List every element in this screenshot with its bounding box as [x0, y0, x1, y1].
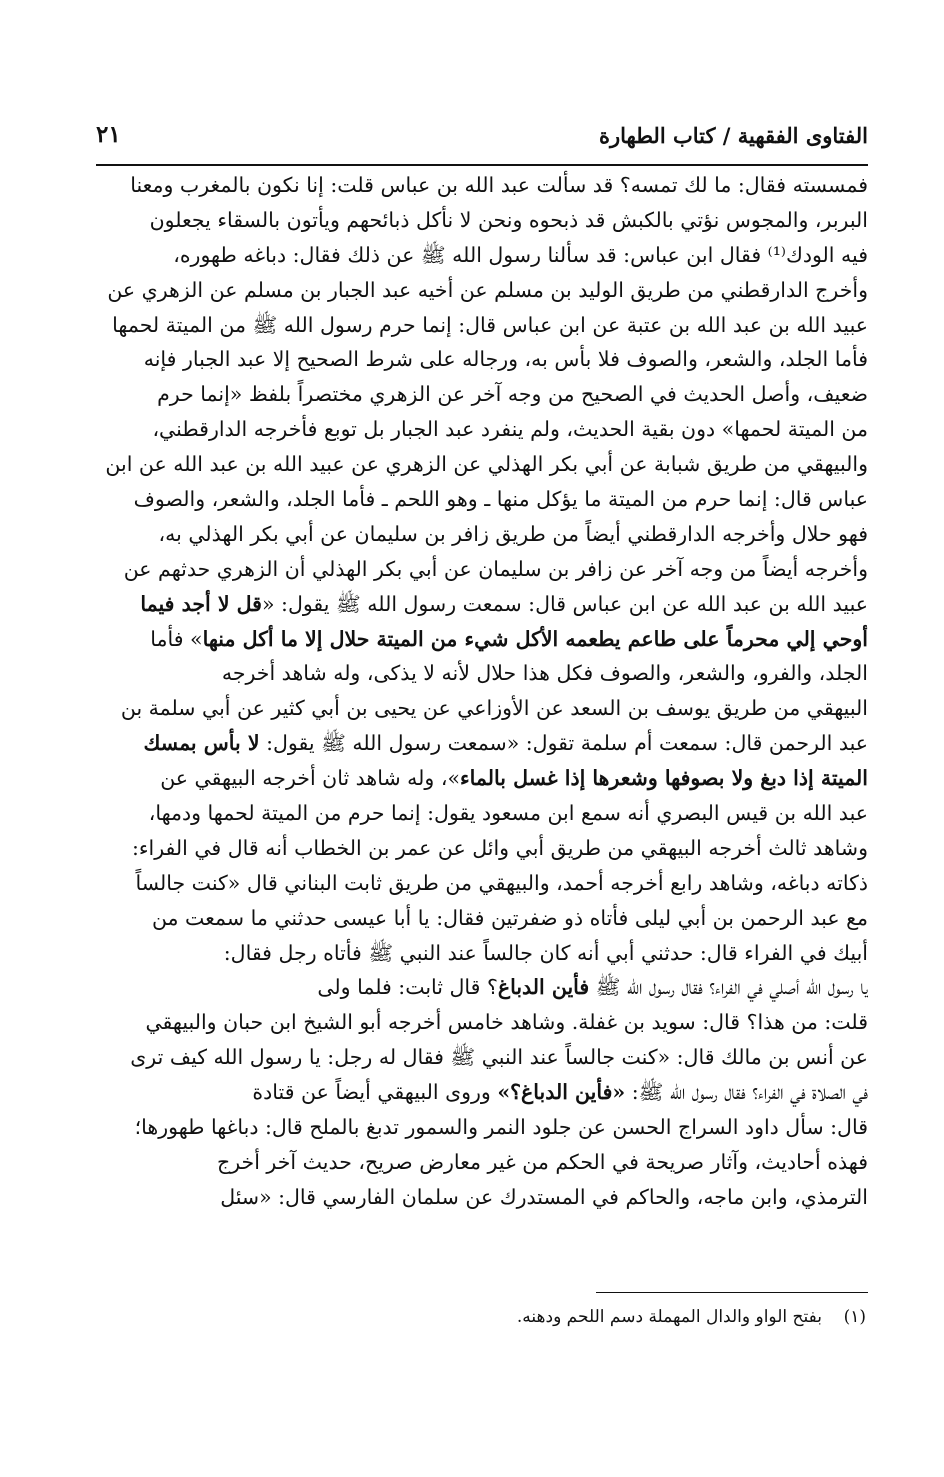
- text-line: [96, 447, 868, 482]
- text-segment: عباس قال: إنما حرم من الميتة ما يؤكل منها ـ وهو اللحم ـ فأما الجلد، والشعر، والصوف: [133, 487, 868, 512]
- body-text: [96, 168, 868, 1215]
- footnote-text: بفتح الواو والدال المهملة دسم اللحم ودهنه.: [516, 1307, 822, 1327]
- text-line: [96, 901, 868, 936]
- text-line: [96, 587, 868, 622]
- text-segment: والبيهقي من طريق شبابة عن أبي بكر الهذلي عن الزهري عن عبيد الله بن عبد الله عن ابن: [105, 452, 868, 477]
- text-line: [96, 831, 868, 866]
- text-segment: فمسسته فقال: ما لك تمسه؟ قد سألت عبد الله بن عباس قلت: إنا نكون بالمغرب ومعنا: [130, 173, 868, 197]
- text-line: [96, 1075, 868, 1110]
- page-header: [96, 121, 868, 161]
- text-line: [96, 1145, 868, 1180]
- text-segment: وروى البيهقي أيضاً عن قتادة: [252, 1080, 498, 1105]
- text-line: [96, 936, 868, 971]
- text-segment: عن أنس بن مالك قال: «كنت جالساً عند النبي ﷺ فقال له رجل: يا رسول الله كيف ترى: [130, 1045, 868, 1070]
- running-title: الفتاوى الفقهية / كتاب الطهارة: [598, 123, 868, 148]
- text-segment: فيه الودك⁽¹⁾ فقال ابن عباس: قد سألنا رسول الله ﷺ عن ذلك فقال: دباغه طهوره،: [173, 242, 868, 267]
- text-segment: ؟ قال ثابت: فلما ولى: [317, 975, 498, 1000]
- text-line: [96, 970, 868, 1005]
- text-line: [96, 1110, 868, 1145]
- text-segment: عبد الله بن قيس البصري أنه سمع ابن مسعود يقول: إنما حرم من الميتة لحمها ودمها،: [148, 801, 868, 826]
- text-line: [96, 517, 868, 552]
- bold-segment: قل لا أجد فيما: [140, 591, 262, 616]
- text-segment: فهو حلال وأخرجه الدارقطني أيضاً من طريق زافر بن سليمان عن أبي بكر الهذلي به،: [158, 521, 868, 546]
- text-segment: قال: سأل داود السراج الحسن عن جلود النمر والسمور تدبغ بالملح قال: دباغها طهورها؛: [134, 1115, 868, 1140]
- text-segment: من الميتة لحمها» دون بقية الحديث، ولم ينفرد عبد الجبار بل توبع فأخرجه الدارقطني،: [152, 417, 868, 442]
- footnote-marker: (١): [843, 1307, 866, 1327]
- footnote: [96, 1302, 866, 1332]
- header-rule: [96, 164, 868, 166]
- page-number: ٢١: [96, 121, 121, 148]
- text-line: [96, 1180, 868, 1215]
- text-line: [96, 308, 868, 343]
- text-line: [96, 552, 868, 587]
- text-segment: الترمذي، وابن ماجه، والحاكم في المستدرك عن سلمان الفارسي قال: «سئل: [220, 1184, 868, 1209]
- text-segment: وشاهد ثالث أخرجه البيهقي من طريق أبي وائل عن عمر بن الخطاب أنه قال في الفراء:: [131, 835, 868, 860]
- text-line: [96, 342, 868, 377]
- text-segment: قلت: من هذا؟ قال: سويد بن غفلة. وشاهد خامس أخرجه أبو الشيخ ابن حبان والبيهقي: [145, 1010, 868, 1035]
- text-line: [96, 273, 868, 308]
- text-line: [96, 377, 868, 412]
- bold-segment: لا بأس بمسك: [143, 731, 260, 756]
- footnote-rule: [596, 1292, 868, 1293]
- text-segment: في الصلاة في الفراء؟ فقال رسول الله ﷺ:: [625, 1080, 868, 1105]
- text-line: [96, 482, 868, 517]
- text-line: [96, 691, 868, 726]
- text-segment: البيهقي من طريق يوسف بن السعد عن الأوزاعي عن يحيى بن أبي كثير عن أبي سلمة بن: [120, 696, 868, 721]
- text-line: [96, 1005, 868, 1040]
- text-line: [96, 761, 868, 796]
- text-line: [96, 168, 868, 203]
- text-segment: عبيد الله بن عبد الله عن ابن عباس قال: سمعت رسول الله ﷺ يقول: «: [261, 591, 868, 616]
- text-segment: عبد الرحمن قال: سمعت أم سلمة تقول: «سمعت رسول الله ﷺ يقول:: [259, 731, 868, 756]
- text-segment: فهذه أحاديث، وآثار صريحة في الحكم من غير معارض صريح، حديث آخر أخرج: [217, 1149, 868, 1174]
- text-line: [96, 622, 868, 657]
- text-segment: ذكاته دباغه، وشاهد رابع أخرجه أحمد، والبيهقي من طريق ثابت البناني قال «كنت جالساً: [135, 870, 868, 895]
- text-segment: يا رسول الله أصلي في الفراء؟ فقال رسول الله ﷺ: [589, 975, 868, 1000]
- text-line: [96, 796, 868, 831]
- text-line: [96, 866, 868, 901]
- bold-segment: «فأين الدباغ؟»: [497, 1080, 626, 1105]
- text-line: [96, 726, 868, 761]
- bold-segment: فأين الدباغ: [497, 975, 590, 1000]
- text-segment: »، وله شاهد ثان أخرجه البيهقي عن: [160, 766, 460, 791]
- text-segment: فأما الجلد، والشعر، والصوف فلا بأس به، ورجاله على شرط الصحيح إلا عبد الجبار فإنه: [143, 347, 868, 372]
- text-segment: ضعيف، وأصل الحديث في الصحيح من وجه آخر عن الزهري مختصراً بلفظ «إنما حرم: [157, 382, 868, 407]
- text-segment: وأخرجه أيضاً من وجه آخر عن زافر بن سليمان عن أبي بكر الهذلي أن الزهري حدثهم عن: [123, 556, 868, 581]
- bold-segment: الميتة إذا دبغ ولا بصوفها وشعرها إذا غسل بالماء: [460, 766, 868, 791]
- bold-segment: أوحي إلي محرماً على طاعم يطعمه الأكل شيء من الميتة حلال إلا ما أكل منها: [202, 626, 868, 651]
- text-segment: وأخرج الدارقطني من طريق الوليد بن مسلم عن أخيه عبد الجبار بن مسلم عن الزهري عن: [107, 277, 868, 302]
- text-line: [96, 412, 868, 447]
- text-segment: مع عبد الرحمن بن أبي ليلى فأتاه ذو ضفرتين فقال: يا أبا عيسى حدثني ما سمعت من: [151, 905, 868, 930]
- text-segment: الجلد، والفرو، والشعر، والصوف فكل هذا حلال لأنه لا يذكى، وله شاهد أخرجه: [221, 661, 868, 686]
- text-segment: البربر، والمجوس نؤتي بالكبش قد ذبحوه ونحن لا نأكل ذبائحهم ويأتون بالسقاء يجعلون: [149, 207, 868, 232]
- text-segment: عبيد الله بن عبد الله بن عتبة عن ابن عباس قال: إنما حرم رسول الله ﷺ من الميتة لحمها: [112, 312, 868, 337]
- text-line: [96, 238, 868, 273]
- text-line: [96, 656, 868, 691]
- text-line: [96, 203, 868, 238]
- text-segment: أبيك في الفراء قال: حدثني أبي أنه كان جالساً عند النبي ﷺ فأتاه رجل فقال:: [223, 940, 868, 965]
- text-segment: » فأما: [150, 626, 203, 651]
- text-line: [96, 1040, 868, 1075]
